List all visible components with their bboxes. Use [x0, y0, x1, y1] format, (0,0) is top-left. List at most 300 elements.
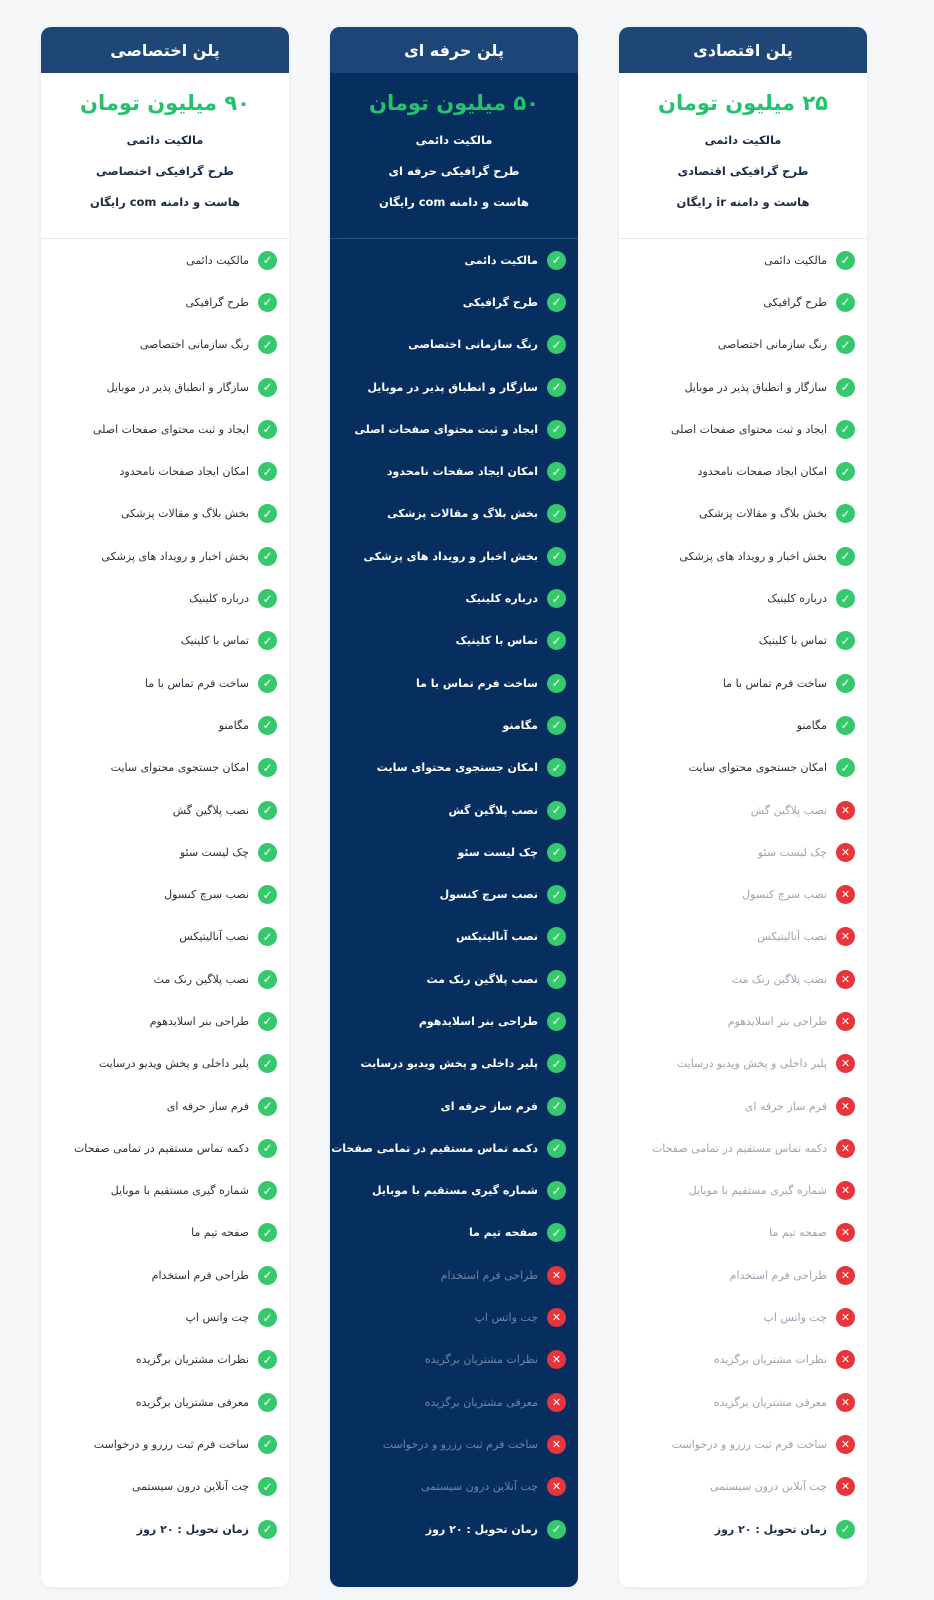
feature-label: طراحی فرم استخدام	[729, 1268, 827, 1282]
feature-label: صفحه تیم ما	[469, 1226, 538, 1240]
feature-item	[330, 281, 578, 323]
feature-label: شماره گیری مستقیم با موبایل	[110, 1184, 249, 1198]
feature-item	[330, 1000, 578, 1042]
plan-summary-line: مالکیت دائمی	[415, 133, 493, 147]
feature-label: نصب پلاگین رنک مث	[426, 972, 538, 986]
feature-label: ایجاد و ثبت محتوای صفحات اصلی	[670, 422, 827, 436]
plan-summary-line: طرح گرافیکی حرفه ای	[388, 164, 520, 178]
check-circle-icon: ✓	[258, 631, 277, 650]
feature-item	[41, 366, 289, 408]
feature-label: دکمه تماس مستقیم در تمامی صفحات	[651, 1141, 827, 1155]
x-circle-icon: ✕	[836, 1266, 855, 1285]
feature-item	[330, 324, 578, 366]
feature-item	[330, 450, 578, 492]
feature-item	[619, 493, 867, 535]
check-circle-icon: ✓	[258, 716, 277, 735]
check-circle-icon: ✓	[547, 1223, 566, 1242]
check-circle-icon: ✓	[547, 1181, 566, 1200]
check-circle-icon: ✓	[547, 801, 566, 820]
feature-item	[41, 662, 289, 704]
feature-label: درباره کلینیک	[767, 592, 827, 606]
check-circle-icon: ✓	[258, 420, 277, 439]
feature-label: ساخت فرم تماس با ما	[722, 676, 827, 690]
feature-label: چت واتس اپ	[185, 1311, 249, 1325]
feature-label: نصب پلاگین گش	[448, 803, 538, 817]
check-circle-icon: ✓	[258, 1393, 277, 1412]
feature-item	[619, 239, 867, 281]
check-circle-icon: ✓	[547, 885, 566, 904]
feature-item	[41, 1508, 289, 1550]
feature-label: نصب آنالیتیکس	[757, 930, 827, 944]
feature-label: زمان تحویل : ۲۰ روز	[714, 1522, 827, 1536]
check-circle-icon: ✓	[547, 1097, 566, 1116]
feature-label: دکمه تماس مستقیم در تمامی صفحات	[331, 1141, 538, 1155]
x-circle-icon: ✕	[547, 1308, 566, 1327]
feature-label: ساخت فرم ثبت رزرو و درخواست	[671, 1437, 827, 1451]
feature-label: نصب پلاگین گش	[172, 803, 249, 817]
x-circle-icon: ✕	[836, 885, 855, 904]
check-circle-icon: ✓	[547, 927, 566, 946]
feature-label: رنگ سازمانی اختصاصی	[139, 338, 249, 352]
check-circle-icon: ✓	[258, 1520, 277, 1539]
check-circle-icon: ✓	[547, 1054, 566, 1073]
feature-label: مگامنو	[502, 718, 538, 732]
feature-item	[330, 1127, 578, 1169]
feature-label: چت آنلاین درون سیستمی	[709, 1480, 827, 1494]
check-circle-icon: ✓	[547, 420, 566, 439]
feature-label: دکمه تماس مستقیم در تمامی صفحات	[73, 1141, 249, 1155]
feature-label: رنگ سازمانی اختصاصی	[717, 338, 827, 352]
check-circle-icon: ✓	[547, 293, 566, 312]
check-circle-icon: ✓	[836, 674, 855, 693]
feature-label: نصب پلاگین گش	[750, 803, 827, 817]
feature-label: طراحی فرم استخدام	[151, 1268, 249, 1282]
feature-item	[41, 1296, 289, 1338]
check-circle-icon: ✓	[258, 1181, 277, 1200]
feature-item	[619, 789, 867, 831]
feature-label: پلیر داخلی و پخش ویدیو درسایت	[676, 1057, 827, 1071]
feature-label: سازگار و انطباق پذیر در موبایل	[367, 380, 538, 394]
x-circle-icon: ✕	[547, 1435, 566, 1454]
feature-item	[41, 1085, 289, 1127]
check-circle-icon: ✓	[258, 1435, 277, 1454]
feature-label: شماره گیری مستقیم با موبایل	[372, 1184, 538, 1198]
plan-summary-line: مالکیت دائمی	[704, 133, 782, 147]
feature-label: طراحی بنر اسلایدهوم	[727, 1014, 827, 1028]
feature-list	[619, 239, 867, 1550]
x-circle-icon: ✕	[836, 1308, 855, 1327]
feature-label: پلیر داخلی و پخش ویدیو درسایت	[98, 1057, 249, 1071]
feature-item	[330, 1212, 578, 1254]
feature-label: نصب سرچ کنسول	[439, 888, 538, 902]
plan-title: پلن اقتصادی	[619, 27, 867, 73]
feature-item	[619, 577, 867, 619]
feature-item	[330, 1085, 578, 1127]
feature-item	[41, 450, 289, 492]
feature-label: صفحه تیم ما	[191, 1226, 249, 1240]
feature-label: تماس با کلینیک	[758, 634, 827, 648]
feature-label: نصب پلاگین رنک مث	[731, 972, 827, 986]
feature-item	[330, 1466, 578, 1508]
check-circle-icon: ✓	[547, 674, 566, 693]
feature-item	[619, 408, 867, 450]
check-circle-icon: ✓	[547, 970, 566, 989]
feature-item	[41, 493, 289, 535]
feature-item	[330, 831, 578, 873]
feature-item	[41, 831, 289, 873]
feature-item	[330, 873, 578, 915]
check-circle-icon: ✓	[258, 378, 277, 397]
feature-label: مگامنو	[796, 718, 827, 732]
feature-list	[41, 239, 289, 1550]
feature-item	[330, 1423, 578, 1465]
plan-card-professional	[330, 27, 578, 1587]
feature-item	[41, 916, 289, 958]
feature-item	[41, 620, 289, 662]
feature-label: ساخت فرم تماس با ما	[416, 676, 538, 690]
feature-item	[41, 1170, 289, 1212]
feature-item	[41, 1254, 289, 1296]
feature-label: امکان جستجوی محتوای سایت	[110, 761, 249, 775]
feature-item	[330, 1043, 578, 1085]
feature-item	[41, 1127, 289, 1169]
feature-label: معرفی مشتریان برگزیده	[135, 1395, 249, 1409]
check-circle-icon: ✓	[258, 885, 277, 904]
plan-summary-line: هاست و دامنه com رایگان	[90, 195, 240, 209]
check-circle-icon: ✓	[836, 758, 855, 777]
check-circle-icon: ✓	[836, 378, 855, 397]
check-circle-icon: ✓	[836, 251, 855, 270]
check-circle-icon: ✓	[258, 927, 277, 946]
feature-label: مالکیت دائمی	[764, 253, 827, 267]
feature-item	[330, 1339, 578, 1381]
check-circle-icon: ✓	[258, 462, 277, 481]
feature-item	[41, 239, 289, 281]
feature-item	[619, 535, 867, 577]
feature-item	[619, 1254, 867, 1296]
plan-summary	[41, 73, 289, 239]
check-circle-icon: ✓	[258, 970, 277, 989]
feature-label: امکان ایجاد صفحات نامحدود	[697, 465, 827, 479]
feature-item	[619, 620, 867, 662]
feature-item	[330, 958, 578, 1000]
x-circle-icon: ✕	[836, 927, 855, 946]
check-circle-icon: ✓	[547, 589, 566, 608]
feature-item	[330, 1508, 578, 1550]
check-circle-icon: ✓	[836, 462, 855, 481]
feature-label: نصب آنالیتیکس	[455, 930, 538, 944]
feature-item	[619, 662, 867, 704]
feature-label: زمان تحویل : ۲۰ روز	[136, 1522, 249, 1536]
feature-label: مالکیت دائمی	[464, 253, 538, 267]
feature-item	[330, 916, 578, 958]
feature-label: معرفی مشتریان برگزیده	[424, 1395, 538, 1409]
feature-label: طرح گرافیکی	[763, 295, 827, 309]
feature-label: چک لیست سئو	[179, 845, 249, 859]
feature-item	[330, 747, 578, 789]
feature-label: چت آنلاین درون سیستمی	[420, 1480, 538, 1494]
feature-item	[619, 1423, 867, 1465]
check-circle-icon: ✓	[836, 293, 855, 312]
check-circle-icon: ✓	[258, 758, 277, 777]
feature-item	[619, 1381, 867, 1423]
feature-label: درباره کلینیک	[465, 592, 538, 606]
feature-item	[619, 1170, 867, 1212]
plan-card-economy	[619, 27, 867, 1587]
check-circle-icon: ✓	[547, 378, 566, 397]
feature-item	[619, 324, 867, 366]
feature-label: ساخت فرم ثبت رزرو و درخواست	[382, 1437, 538, 1451]
feature-item	[619, 1085, 867, 1127]
feature-label: نظرات مشتریان برگزیده	[713, 1353, 827, 1367]
check-circle-icon: ✓	[258, 293, 277, 312]
check-circle-icon: ✓	[258, 1054, 277, 1073]
check-circle-icon: ✓	[547, 1012, 566, 1031]
feature-item	[330, 1254, 578, 1296]
feature-item	[619, 831, 867, 873]
feature-list	[330, 239, 578, 1550]
feature-item	[330, 620, 578, 662]
feature-label: نصب سرچ کنسول	[742, 888, 827, 902]
check-circle-icon: ✓	[258, 335, 277, 354]
check-circle-icon: ✓	[547, 547, 566, 566]
feature-item	[619, 916, 867, 958]
feature-label: پلیر داخلی و پخش ویدیو درسایت	[360, 1057, 538, 1071]
check-circle-icon: ✓	[258, 547, 277, 566]
check-circle-icon: ✓	[547, 251, 566, 270]
feature-item	[41, 1339, 289, 1381]
check-circle-icon: ✓	[547, 335, 566, 354]
feature-item	[41, 324, 289, 366]
feature-label: فرم ساز حرفه ای	[166, 1099, 249, 1113]
x-circle-icon: ✕	[836, 1139, 855, 1158]
check-circle-icon: ✓	[547, 1520, 566, 1539]
feature-item	[41, 535, 289, 577]
x-circle-icon: ✕	[836, 801, 855, 820]
feature-item	[619, 366, 867, 408]
feature-item	[619, 1212, 867, 1254]
feature-item	[619, 281, 867, 323]
check-circle-icon: ✓	[836, 504, 855, 523]
feature-item	[41, 281, 289, 323]
feature-item	[41, 789, 289, 831]
feature-label: امکان ایجاد صفحات نامحدود	[119, 465, 249, 479]
feature-item	[41, 704, 289, 746]
check-circle-icon: ✓	[836, 716, 855, 735]
feature-label: چت واتس اپ	[763, 1311, 827, 1325]
feature-label: امکان جستجوی محتوای سایت	[688, 761, 827, 775]
x-circle-icon: ✕	[836, 1097, 855, 1116]
plan-summary	[330, 73, 578, 239]
feature-item	[619, 1466, 867, 1508]
check-circle-icon: ✓	[258, 1097, 277, 1116]
feature-item	[330, 789, 578, 831]
feature-label: بخش اخبار و رویداد های پزشکی	[679, 549, 827, 563]
feature-label: بخش بلاگ و مقالات پزشکی	[699, 507, 827, 521]
x-circle-icon: ✕	[836, 1435, 855, 1454]
feature-item	[619, 1508, 867, 1550]
feature-item	[619, 958, 867, 1000]
feature-item	[330, 577, 578, 619]
feature-label: نظرات مشتریان برگزیده	[135, 1353, 249, 1367]
x-circle-icon: ✕	[547, 1350, 566, 1369]
check-circle-icon: ✓	[258, 1012, 277, 1031]
feature-item	[330, 535, 578, 577]
x-circle-icon: ✕	[836, 1012, 855, 1031]
x-circle-icon: ✕	[836, 1223, 855, 1242]
feature-item	[619, 873, 867, 915]
feature-item	[330, 493, 578, 535]
check-circle-icon: ✓	[547, 462, 566, 481]
x-circle-icon: ✕	[836, 1350, 855, 1369]
feature-label: شماره گیری مستقیم با موبایل	[688, 1184, 827, 1198]
check-circle-icon: ✓	[547, 504, 566, 523]
feature-item	[330, 1381, 578, 1423]
x-circle-icon: ✕	[547, 1266, 566, 1285]
feature-label: نظرات مشتریان برگزیده	[424, 1353, 538, 1367]
check-circle-icon: ✓	[547, 843, 566, 862]
x-circle-icon: ✕	[547, 1393, 566, 1412]
plan-title: پلن حرفه ای	[330, 27, 578, 73]
feature-item	[330, 408, 578, 450]
feature-label: بخش اخبار و رویداد های پزشکی	[363, 549, 538, 563]
feature-label: امکان ایجاد صفحات نامحدود	[386, 465, 538, 479]
feature-label: ایجاد و ثبت محتوای صفحات اصلی	[354, 422, 538, 436]
feature-item	[619, 450, 867, 492]
feature-item	[619, 1296, 867, 1338]
feature-label: صفحه تیم ما	[769, 1226, 827, 1240]
check-circle-icon: ✓	[258, 1223, 277, 1242]
feature-item	[41, 1043, 289, 1085]
feature-label: سازگار و انطباق پذیر در موبایل	[684, 380, 827, 394]
plan-price: ۵۰ میلیون تومان	[369, 91, 539, 115]
check-circle-icon: ✓	[258, 589, 277, 608]
plan-price: ۹۰ میلیون تومان	[80, 91, 250, 115]
check-circle-icon: ✓	[547, 1139, 566, 1158]
check-circle-icon: ✓	[258, 674, 277, 693]
feature-label: طراحی فرم استخدام	[440, 1268, 538, 1282]
feature-label: معرفی مشتریان برگزیده	[713, 1395, 827, 1409]
x-circle-icon: ✕	[836, 1181, 855, 1200]
check-circle-icon: ✓	[258, 1308, 277, 1327]
feature-item	[330, 704, 578, 746]
check-circle-icon: ✓	[836, 420, 855, 439]
feature-item	[330, 366, 578, 408]
x-circle-icon: ✕	[836, 1054, 855, 1073]
check-circle-icon: ✓	[258, 1139, 277, 1158]
feature-item	[41, 1212, 289, 1254]
plan-summary-line: هاست و دامنه com رایگان	[379, 195, 529, 209]
feature-item	[619, 1127, 867, 1169]
feature-item	[41, 747, 289, 789]
feature-item	[330, 662, 578, 704]
check-circle-icon: ✓	[258, 1266, 277, 1285]
feature-item	[619, 747, 867, 789]
plan-summary-line: طرح گرافیکی اقتصادی	[677, 164, 809, 178]
check-circle-icon: ✓	[258, 1477, 277, 1496]
x-circle-icon: ✕	[836, 970, 855, 989]
feature-label: چک لیست سئو	[457, 845, 538, 859]
x-circle-icon: ✕	[836, 1393, 855, 1412]
feature-label: طرح گرافیکی	[185, 295, 249, 309]
check-circle-icon: ✓	[258, 843, 277, 862]
feature-label: چت آنلاین درون سیستمی	[131, 1480, 249, 1494]
x-circle-icon: ✕	[547, 1477, 566, 1496]
feature-item	[619, 1000, 867, 1042]
feature-label: چک لیست سئو	[757, 845, 827, 859]
feature-label: ساخت فرم تماس با ما	[144, 676, 249, 690]
feature-label: رنگ سازمانی اختصاصی	[408, 338, 538, 352]
x-circle-icon: ✕	[836, 843, 855, 862]
feature-item	[41, 1466, 289, 1508]
feature-label: بخش بلاگ و مقالات پزشکی	[387, 507, 538, 521]
feature-label: مگامنو	[218, 718, 249, 732]
plan-card-custom	[41, 27, 289, 1587]
feature-label: نصب سرچ کنسول	[164, 888, 249, 902]
feature-label: زمان تحویل : ۲۰ روز	[425, 1522, 538, 1536]
feature-label: بخش بلاگ و مقالات پزشکی	[121, 507, 249, 521]
feature-item	[619, 1339, 867, 1381]
check-circle-icon: ✓	[258, 801, 277, 820]
feature-label: ایجاد و ثبت محتوای صفحات اصلی	[92, 422, 249, 436]
feature-item	[41, 1000, 289, 1042]
plan-summary-line: مالکیت دائمی	[126, 133, 204, 147]
plan-summary-line: هاست و دامنه ir رایگان	[676, 195, 810, 209]
feature-label: نصب آنالیتیکس	[179, 930, 249, 944]
feature-label: طراحی بنر اسلایدهوم	[418, 1014, 538, 1028]
check-circle-icon: ✓	[836, 547, 855, 566]
plan-summary	[619, 73, 867, 239]
feature-item	[619, 1043, 867, 1085]
feature-label: درباره کلینیک	[189, 592, 249, 606]
feature-item	[41, 408, 289, 450]
feature-label: بخش اخبار و رویداد های پزشکی	[101, 549, 249, 563]
feature-label: تماس با کلینیک	[455, 634, 538, 648]
check-circle-icon: ✓	[836, 631, 855, 650]
feature-item	[41, 873, 289, 915]
check-circle-icon: ✓	[836, 1520, 855, 1539]
check-circle-icon: ✓	[547, 758, 566, 777]
feature-item	[330, 1296, 578, 1338]
feature-label: نصب پلاگین رنک مث	[153, 972, 249, 986]
check-circle-icon: ✓	[836, 589, 855, 608]
feature-label: مالکیت دائمی	[186, 253, 249, 267]
plan-title: پلن اختصاصی	[41, 27, 289, 73]
feature-item	[41, 1423, 289, 1465]
feature-item	[330, 239, 578, 281]
check-circle-icon: ✓	[836, 335, 855, 354]
feature-label: تماس با کلینیک	[180, 634, 249, 648]
feature-item	[41, 958, 289, 1000]
feature-label: امکان جستجوی محتوای سایت	[376, 761, 538, 775]
feature-item	[330, 1170, 578, 1212]
check-circle-icon: ✓	[258, 251, 277, 270]
feature-label: چت واتس اپ	[474, 1311, 538, 1325]
plan-summary-line: طرح گرافیکی اختصاصی	[96, 164, 234, 178]
feature-item	[619, 704, 867, 746]
x-circle-icon: ✕	[836, 1477, 855, 1496]
feature-label: طرح گرافیکی	[462, 295, 538, 309]
check-circle-icon: ✓	[258, 1350, 277, 1369]
plan-price: ۲۵ میلیون تومان	[658, 91, 828, 115]
check-circle-icon: ✓	[547, 631, 566, 650]
feature-item	[41, 577, 289, 619]
feature-label: فرم ساز حرفه ای	[744, 1099, 827, 1113]
feature-label: فرم ساز حرفه ای	[440, 1099, 538, 1113]
check-circle-icon: ✓	[258, 504, 277, 523]
feature-label: ساخت فرم ثبت رزرو و درخواست	[93, 1437, 249, 1451]
feature-label: سازگار و انطباق پذیر در موبایل	[106, 380, 249, 394]
